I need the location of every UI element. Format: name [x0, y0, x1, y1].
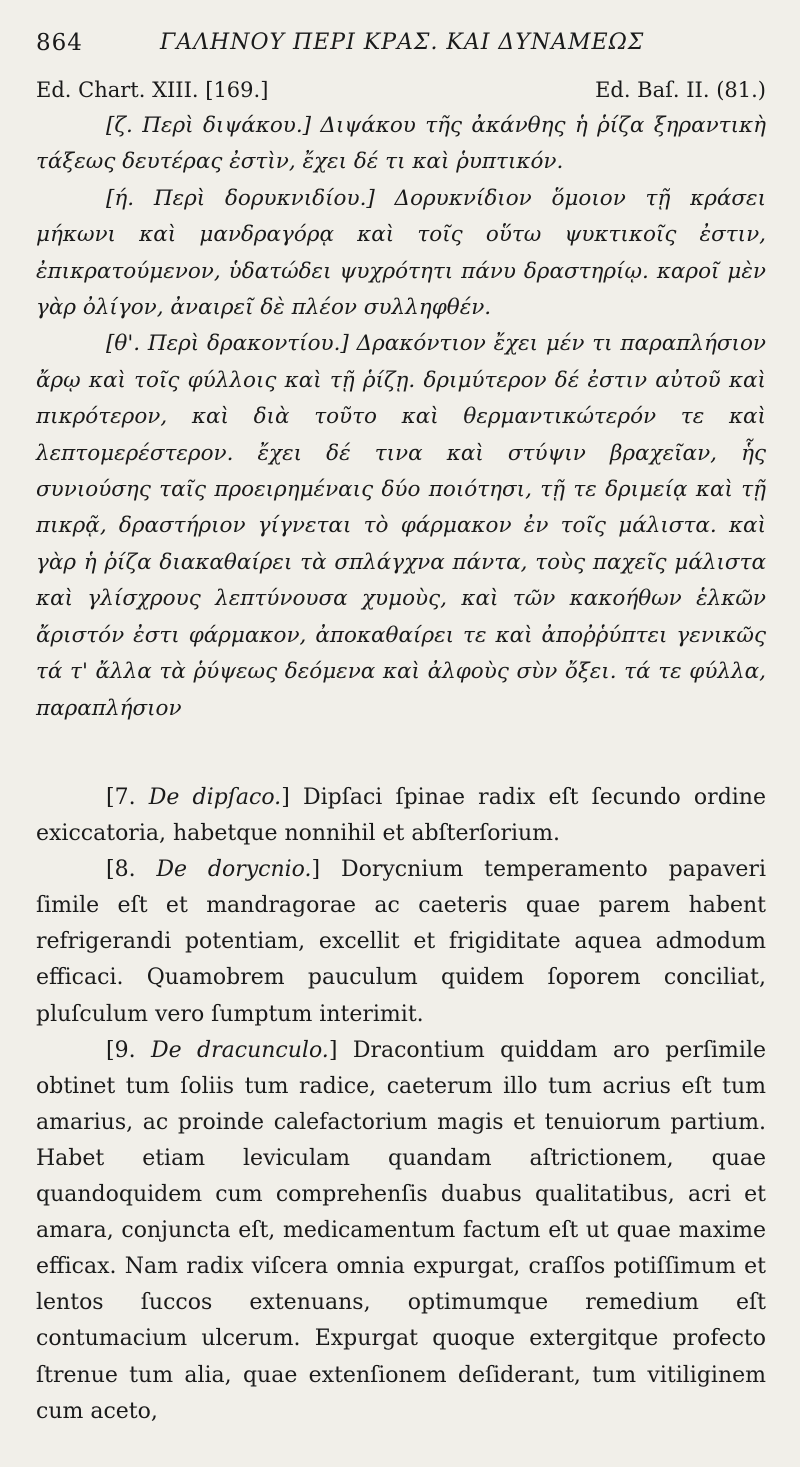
- greek-paragraph-dorycnium: [ή. Περὶ δορυκνιδίου.] Δορυκνίδιον ὅμοιον τῇ κράσει μήκωνι καὶ μανδραγόρᾳ καὶ τοῖς οὕτω ψυκτικοῖς ἐστιν, ἐπικρατούμενον, ὑδατώδει ψυχρότητι πάνυ δραστηρίῳ. καροῖ μὲν γὰρ ὀλίγον, ἀναιρεῖ δὲ πλέον συλληφθέν.: [36, 185, 766, 321]
- running-title: ΓΑΛΗΝΟΥ ΠΕΡΙ ΚΡΑΣ. ΚΑΙ ΔΥΝΑΜΕΩΣ: [160, 30, 645, 55]
- section-bracket: ]: [328, 1037, 338, 1063]
- greek-paragraph-dracunculus: [θ'. Περὶ δρακοντίου.] Δρακόντιον ἔχει μέν τι παραπλήσιον ἄρῳ καὶ τοῖς φύλλοις καὶ τῇ ῥίζῃ. δριμύτερον δέ ἐστιν αὐτοῦ καὶ πικρότερον, καὶ διὰ τοῦτο καὶ θερμαντικώτερόν τε καὶ λεπτομερέστερον. ἔχει δέ τινα καὶ στύψιν βραχεῖαν, ἧς συνιούσης ταῖς προειρημέναις δύο ποιότησι, τῇ τε δριμείᾳ καὶ τῇ πικρᾷ, δραστήριον γίγνεται τὸ φάρμακον ἐν τοῖς μάλιστα. καὶ γὰρ ἡ ῥίζα διακαθαίρει τὰ σπλάγχνα πάντα, τοὺς παχεῖς μάλιστα καὶ γλίσχρους λεπτύνουσα χυμοὺς, καὶ τῶν κακοήθων ἑλκῶν ἄριστόν ἐστι φάρμακον, ἀποκαθαίρει τε καὶ ἀποῤῥύπτει γενικῶς τά τ' ἄλλα τὰ ῥύψεως δεόμενα καὶ ἀλφοὺς σὺν ὄξει. τά τε φύλλα, παραπλήσιον: [36, 331, 766, 721]
- section-number: [9.: [106, 1037, 136, 1063]
- section-text: Dipſaci ſpinae radix eſt ſecundo ordine exiccatoria, habetque nonnihil et abſterſorium.: [36, 785, 766, 847]
- latin-paragraph-dipsacus: [36, 780, 766, 852]
- edition-line: [36, 78, 766, 108]
- latin-paragraph-dorycnium: [36, 852, 766, 1032]
- section-bracket: ]: [281, 785, 290, 810]
- section-bracket: ]: [311, 857, 321, 883]
- greek-text-block: [36, 108, 766, 727]
- edition-basel: Ed. Baſ. II. (81.): [595, 78, 766, 102]
- section-number: [8.: [106, 857, 136, 883]
- section-heading: De dipſaco.: [148, 785, 282, 810]
- section-text: Dorycnium temperamento papaveri ſimile eſt et mandragorae ac caeteris quae parem habent refrigerandi potentiam, excellit et frigiditate aquea admodum efficaci. Quamobrem pauculum quidem ſoporem conciliat, pluſculum vero ſumptum interimit.: [36, 857, 766, 1027]
- latin-paragraph-dracunculus: [36, 1033, 766, 1430]
- greek-paragraph-dipsacus: [ζ. Περὶ διψάκου.] Διψάκου τῆς ἀκάνθης ἡ ῥίζα ξηραντικὴ τάξεως δευτέρας ἐστὶν, ἔχει δέ τι καὶ ῥυπτικόν.: [36, 113, 766, 175]
- section-heading: De dracunculo.: [150, 1037, 329, 1063]
- page-number: 864: [36, 30, 83, 56]
- section-text: Dracontium quiddam aro perſimile obtinet tum ſoliis tum radice, caeterum illo tum acrius eſt tum amarius, ac proinde calefactorium magis et tenuiorum partium. Habet etiam leviculam quandam aſtrictionem, quae quandoquidem cum comprehenſis duabus qualitatibus, acri et amara, conjuncta eſt, medicamentum factum eſt ut quae maxime efficax. Nam radix viſcera omnia expurgat, craſſos potiſſimum et lentos ſuccos extenuans, optimumque remedium eſt contumacium ulcerum. Expurgat quoque extergitque profecto ſtrenue tum alia, quae extenſionem deſiderant, tum vitiliginem cum aceto,: [36, 1037, 766, 1424]
- section-heading: De dorycnio.: [156, 857, 312, 883]
- running-header: [36, 28, 776, 62]
- section-number: [7.: [106, 785, 136, 810]
- edition-chartier: Ed. Chart. XIII. [169.]: [36, 78, 269, 102]
- latin-text-block: [36, 780, 766, 1430]
